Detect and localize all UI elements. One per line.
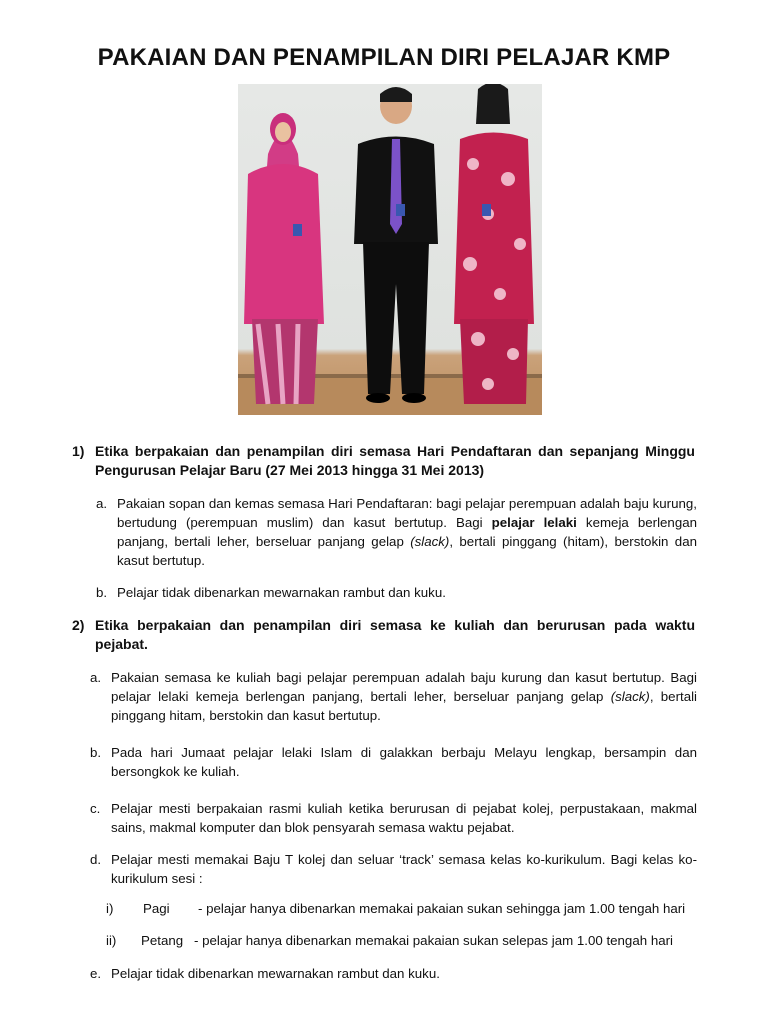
- section-2-item-c-text: Pelajar mesti berpakaian rasmi kuliah ketika berurusan di pejabat kolej, perpustakaan, makmal sains, makmal komputer dan blok pensyarah semasa waktu pejabat.: [111, 801, 697, 835]
- section-2-item-d-text: Pelajar mesti memakai Baju T kolej dan seluar ‘track’ semasa kelas ko-kurikulum. Bagi kelas ko-kurikulum sesi :: [111, 852, 697, 886]
- section-2-item-a-marker: a.: [90, 670, 102, 685]
- item-text: Pakaian sopan dan kemas semasa Hari Pendaftaran: bagi pelajar perempuan adalah baju kurung, bertudung (perempuan muslim) dan kasut bertutup. Bagi: [117, 496, 697, 530]
- item-text: Pakaian semasa ke kuliah bagi pelajar perempuan adalah baju kurung dan kasut bertutup. Bagi pelajar lelaki kemeja berlengan panjang, bertali leher, berseluar panjang gelap: [111, 670, 697, 704]
- section-2-item-e-marker: e.: [90, 966, 102, 981]
- section-2-item-b-marker: b.: [90, 745, 102, 760]
- item-text: kemeja berlengan panjang, bertali leher, berseluar panjang gelap: [117, 515, 698, 549]
- item-italic-text: (slack): [610, 689, 650, 704]
- section-2-item-d-marker: d.: [90, 852, 102, 867]
- subitem-ii-text: - pelajar hanya dibenarkan memakai pakaian sukan selepas jam 1.00 tengah hari: [194, 933, 673, 948]
- section-2-item-e-text: Pelajar tidak dibenarkan mewarnakan rambut dan kuku.: [111, 966, 440, 981]
- section-2-heading: Etika berpakaian dan penampilan diri semasa ke kuliah dan berurusan pada waktu pejabat.: [95, 617, 695, 652]
- section-1-item-a-marker: a.: [96, 496, 108, 511]
- section-1-item-a-text: [117, 494, 697, 570]
- subitem-i-label: Pagi: [143, 901, 170, 916]
- document-title: PAKAIAN DAN PENAMPILAN DIRI PELAJAR KMP: [97, 44, 671, 71]
- item-italic-text: (slack): [410, 534, 450, 549]
- subitem-i-text: - pelajar hanya dibenarkan memakai pakaian sukan sehingga jam 1.00 tengah hari: [198, 901, 686, 916]
- section-1-number: 1): [72, 443, 85, 459]
- section-2-number: 2): [72, 617, 85, 633]
- subitem-ii-label: Petang: [141, 933, 184, 948]
- section-2-item-b-text: Pada hari Jumaat pelajar lelaki Islam di galakkan berbaju Melayu lengkap, bersampin dan bersongkok ke kuliah.: [111, 745, 697, 779]
- subitem-ii-marker: ii): [106, 933, 117, 948]
- subitem-i-marker: i): [106, 901, 114, 916]
- students-attire-photo: [238, 84, 542, 415]
- section-1-heading: Etika berpakaian dan penampilan diri semasa Hari Pendaftaran dan sepanjang Minggu Pengurusan Pelajar Baru (27 Mei 2013 hingga 31 Mei 2013): [95, 443, 695, 478]
- item-text: , bertali pinggang hitam, berstokin dan kasut bertutup.: [111, 689, 697, 723]
- section-2-item-a-text: [111, 668, 697, 725]
- section-1-item-b-marker: b.: [96, 585, 108, 600]
- item-bold-text: pelajar lelaki: [491, 515, 577, 530]
- section-1-item-b-text: Pelajar tidak dibenarkan mewarnakan rambut dan kuku.: [117, 585, 446, 600]
- section-2-item-c-marker: c.: [90, 801, 101, 816]
- item-text: , bertali pinggang (hitam), berstokin dan kasut bertutup.: [117, 534, 697, 568]
